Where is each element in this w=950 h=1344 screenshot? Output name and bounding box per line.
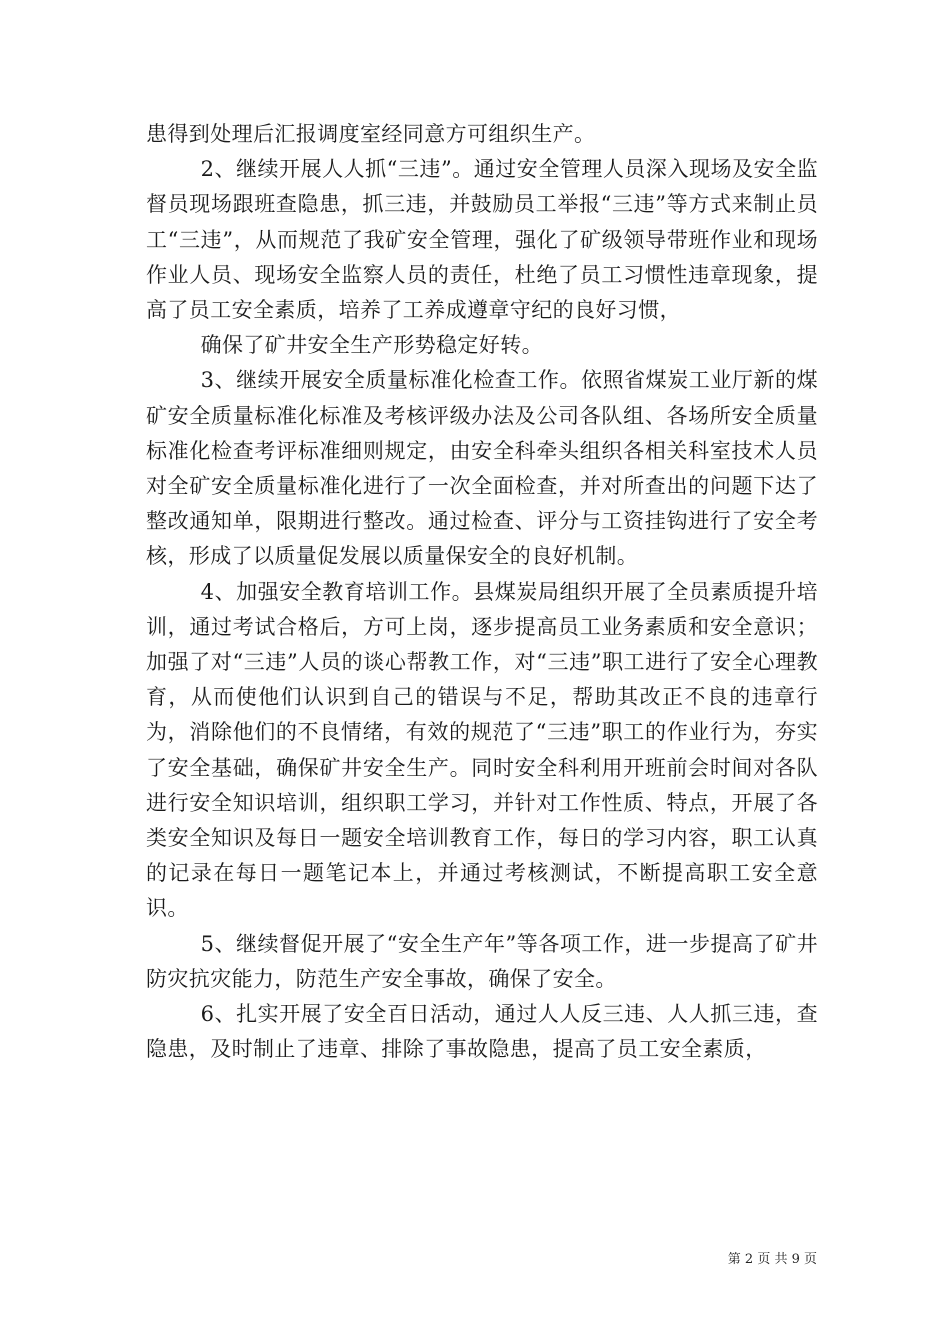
paragraph-4: 3、继续开展安全质量标准化检查工作。依照省煤炭工业厅新的煤矿安全质量标准化标准及考核评级办法及公司各队组、各场所安全质量标准化检查考评标准细则规定，由安全科牵头组织各相关科室技术人员对全矿安全质量标准化进行了一次全面检查，并对所查出的问题下达了整改通知单，限期进行整改。通过检查、评分与工资挂钩进行了安全考核，形成了以质量促发展以质量保安全的良好机制。 [146,368,818,569]
paragraph-7: 6、扎实开展了安全百日活动，通过人人反三违、人人抓三违，查隐患，及时制止了违章、排除了事故隐患，提高了员工安全素质， [146,1002,818,1062]
paragraph-2: 2、继续开展人人抓“三违”。通过安全管理人员深入现场及安全监督员现场跟班查隐患，抓三违，并鼓励员工举报“三违”等方式来制止员工“三违”，从而规范了我矿安全管理，强化了矿级领导带班作业和现场作业人员、现场安全监察人员的责任，杜绝了员工习惯性违章现象，提高了员工安全素质，培养了工养成遵章守纪的良好习惯， [146,157,818,323]
paragraph-3: 确保了矿井安全生产形势稳定好转。 [200,333,543,358]
page-number-footer: 第 2 页 共 9 页 [727,1252,817,1267]
paragraph-5: 4、加强安全教育培训工作。县煤炭局组织开展了全员素质提升培训，通过考试合格后，方可上岗，逐步提高员工业务素质和安全意识；加强了对“三违”人员的谈心帮教工作，对“三违”职工进行了安全心理教育，从而使他们认识到自己的错误与不足，帮助其改正不良的违章行为，消除他们的不良情绪，有效的规范了“三违”职工的作业行为，夯实了安全基础，确保矿井安全生产。同时安全科利用开班前会时间对各队进行安全知识培训，组织职工学习，并针对工作性质、特点，开展了各类安全知识及每日一题安全培训教育工作，每日的学习内容，职工认真的记录在每日一题笔记本上，并通过考核测试，不断提高职工安全意识。 [146,579,818,921]
document-body [146,117,818,1067]
paragraph-1: 患得到处理后汇报调度室经同意方可组织生产。 [146,122,596,146]
paragraph-6: 5、继续督促开展了“安全生产年”等各项工作，进一步提高了矿井防灾抗灾能力，防范生产安全事故，确保了安全。 [146,931,818,991]
